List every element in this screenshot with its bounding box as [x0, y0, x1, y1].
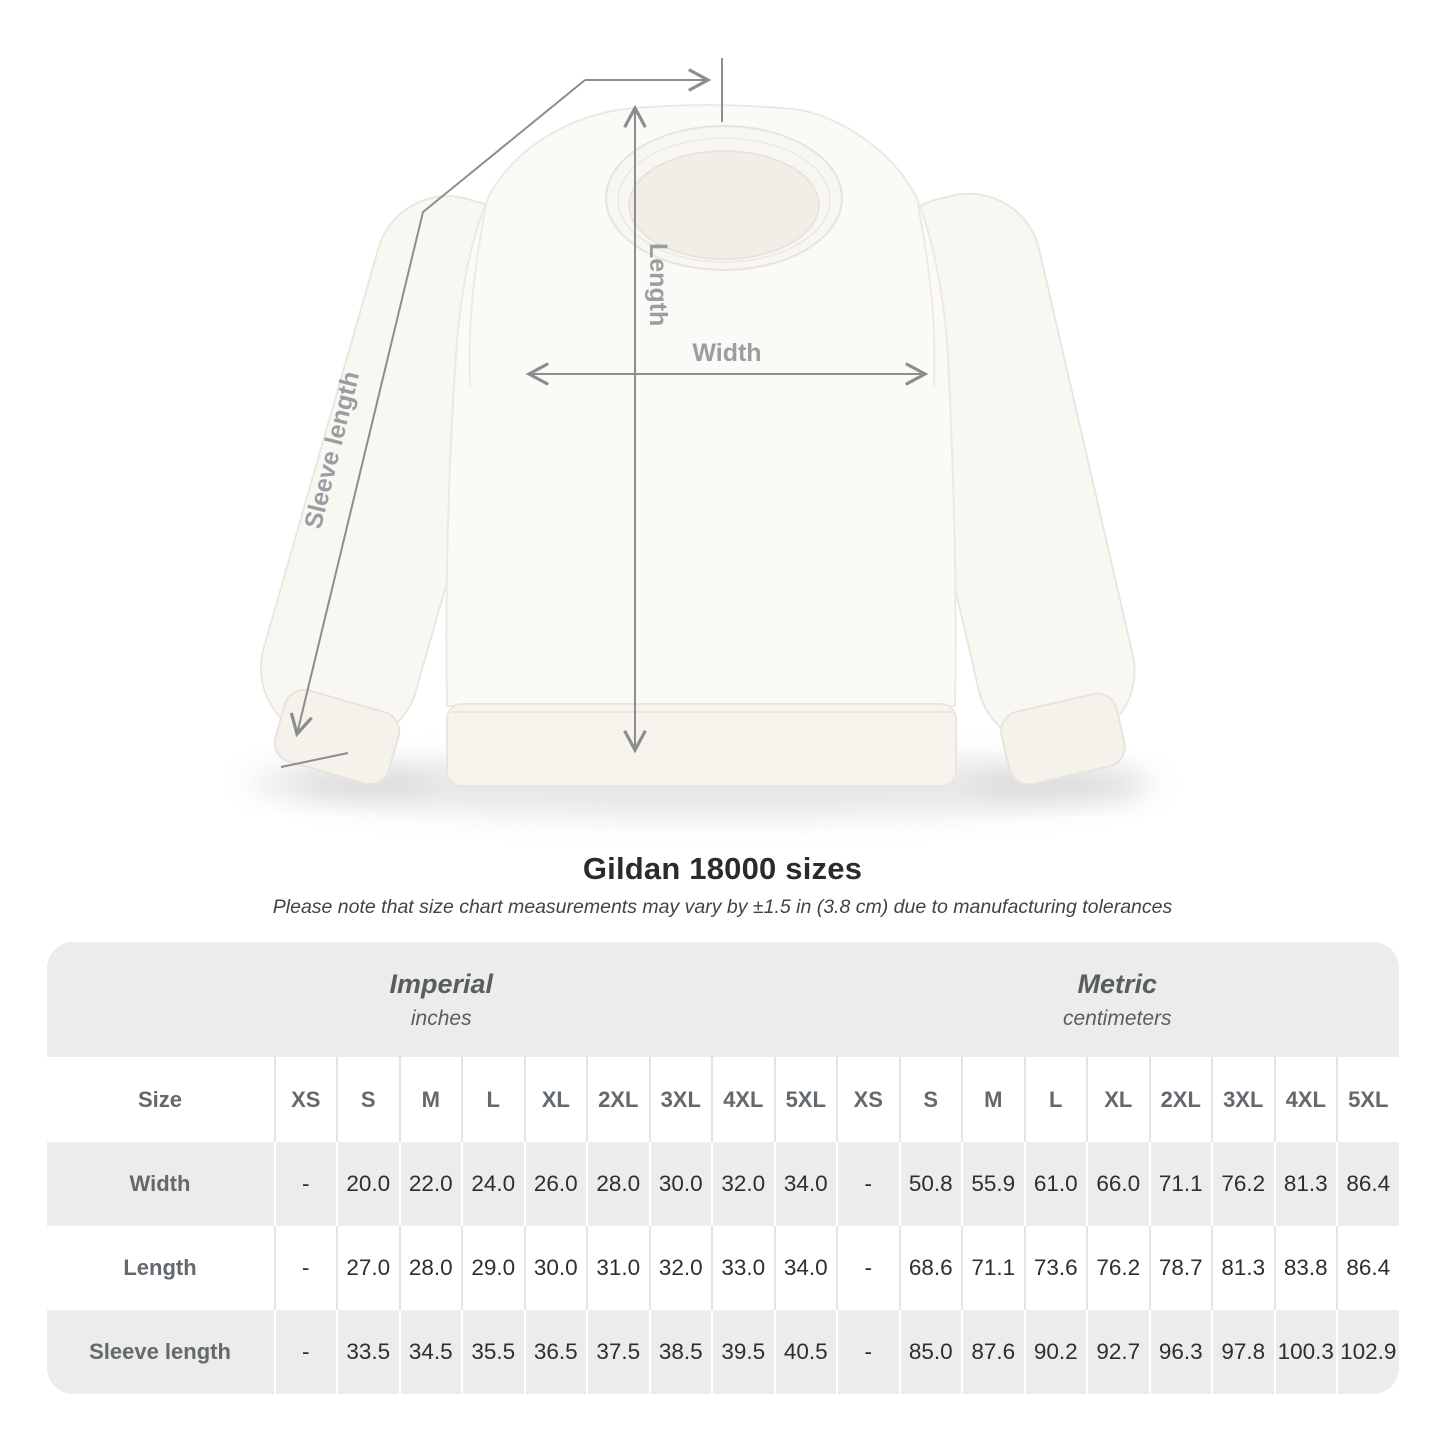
size-header-imperial-2xl: 2XL [586, 1057, 649, 1142]
value-cell: 97.8 [1211, 1310, 1274, 1394]
value-cell: 34.0 [774, 1226, 837, 1310]
value-cell: 30.0 [524, 1226, 587, 1310]
value-cell: 73.6 [1024, 1226, 1087, 1310]
value-cell: - [836, 1226, 899, 1310]
value-cell: 30.0 [649, 1142, 712, 1226]
value-cell: 22.0 [399, 1142, 462, 1226]
value-cell: 100.3 [1274, 1310, 1337, 1394]
value-cell: 83.8 [1274, 1226, 1337, 1310]
value-cell: 27.0 [336, 1226, 399, 1310]
size-header-metric-m: M [961, 1057, 1024, 1142]
size-header-metric-s: S [899, 1057, 962, 1142]
size-header-metric-4xl: 4XL [1274, 1057, 1337, 1142]
value-cell: 78.7 [1149, 1226, 1212, 1310]
size-header-imperial-xl: XL [524, 1057, 587, 1142]
sweatshirt-illustration [244, 105, 1149, 789]
value-cell: 34.0 [774, 1142, 837, 1226]
value-cell: 92.7 [1086, 1310, 1149, 1394]
value-cell: 96.3 [1149, 1310, 1212, 1394]
imperial-unit: inches [410, 1006, 472, 1030]
value-cell: 37.5 [586, 1310, 649, 1394]
value-cell: 35.5 [461, 1310, 524, 1394]
value-cell: 76.2 [1086, 1226, 1149, 1310]
value-cell: - [274, 1310, 337, 1394]
value-cell: - [274, 1142, 337, 1226]
value-cell: 87.6 [961, 1310, 1024, 1394]
value-cell: 102.9 [1336, 1310, 1399, 1394]
value-cell: 81.3 [1211, 1226, 1274, 1310]
value-cell: - [836, 1310, 899, 1394]
size-header-imperial-4xl: 4XL [711, 1057, 774, 1142]
size-header-imperial-l: L [461, 1057, 524, 1142]
size-header-metric-5xl: 5XL [1336, 1057, 1399, 1142]
sleeve-length-label: Sleeve length [299, 368, 366, 532]
size-header-imperial-3xl: 3XL [649, 1057, 712, 1142]
value-cell: 39.5 [711, 1310, 774, 1394]
value-cell: 85.0 [899, 1310, 962, 1394]
row-label: Sleeve length [47, 1310, 274, 1394]
value-cell: 55.9 [961, 1142, 1024, 1226]
metric-title: Metric [1077, 968, 1158, 999]
value-cell: - [836, 1142, 899, 1226]
value-cell: 38.5 [649, 1310, 712, 1394]
value-cell: 36.5 [524, 1310, 587, 1394]
value-cell: 86.4 [1336, 1142, 1399, 1226]
size-header-imperial-m: M [399, 1057, 462, 1142]
value-cell: 33.5 [336, 1310, 399, 1394]
row-label: Width [47, 1142, 274, 1226]
value-cell: 86.4 [1336, 1226, 1399, 1310]
size-table [47, 942, 1399, 1394]
size-header-imperial-s: S [336, 1057, 399, 1142]
value-cell: 68.6 [899, 1226, 962, 1310]
size-column-header: Size [47, 1057, 274, 1142]
value-cell: 40.5 [774, 1310, 837, 1394]
size-header-imperial-5xl: 5XL [774, 1057, 837, 1142]
tolerance-note: Please note that size chart measurements may vary by ±1.5 in (3.8 cm) due to manufacturing tolerances [272, 896, 1173, 918]
page-title: Gildan 18000 sizes [582, 851, 863, 886]
value-cell: 71.1 [961, 1226, 1024, 1310]
imperial-title: Imperial [389, 968, 494, 999]
value-cell: 20.0 [336, 1142, 399, 1226]
row-label: Length [47, 1226, 274, 1310]
value-cell: 71.1 [1149, 1142, 1212, 1226]
value-cell: 33.0 [711, 1226, 774, 1310]
size-header-imperial-xs: XS [274, 1057, 337, 1142]
value-cell: 26.0 [524, 1142, 587, 1226]
value-cell: 32.0 [711, 1142, 774, 1226]
value-cell: 31.0 [586, 1226, 649, 1310]
value-cell: 29.0 [461, 1226, 524, 1310]
size-header-metric-3xl: 3XL [1211, 1057, 1274, 1142]
value-cell: 28.0 [586, 1142, 649, 1226]
value-cell: 61.0 [1024, 1142, 1087, 1226]
size-header-metric-2xl: 2XL [1149, 1057, 1212, 1142]
size-header-metric-xs: XS [836, 1057, 899, 1142]
hem-band [447, 704, 956, 786]
value-cell: - [274, 1226, 337, 1310]
value-cell: 81.3 [1274, 1142, 1337, 1226]
value-cell: 66.0 [1086, 1142, 1149, 1226]
metric-section-header [836, 942, 1399, 1057]
metric-unit: centimeters [1062, 1006, 1172, 1030]
imperial-section-header [47, 942, 837, 1057]
value-cell: 28.0 [399, 1226, 462, 1310]
value-cell: 50.8 [899, 1142, 962, 1226]
width-label: Width [692, 339, 762, 367]
length-label: Length [644, 243, 672, 327]
value-cell: 24.0 [461, 1142, 524, 1226]
value-cell: 32.0 [649, 1226, 712, 1310]
size-header-metric-l: L [1024, 1057, 1087, 1142]
value-cell: 90.2 [1024, 1310, 1087, 1394]
value-cell: 34.5 [399, 1310, 462, 1394]
value-cell: 76.2 [1211, 1142, 1274, 1226]
size-header-metric-xl: XL [1086, 1057, 1149, 1142]
